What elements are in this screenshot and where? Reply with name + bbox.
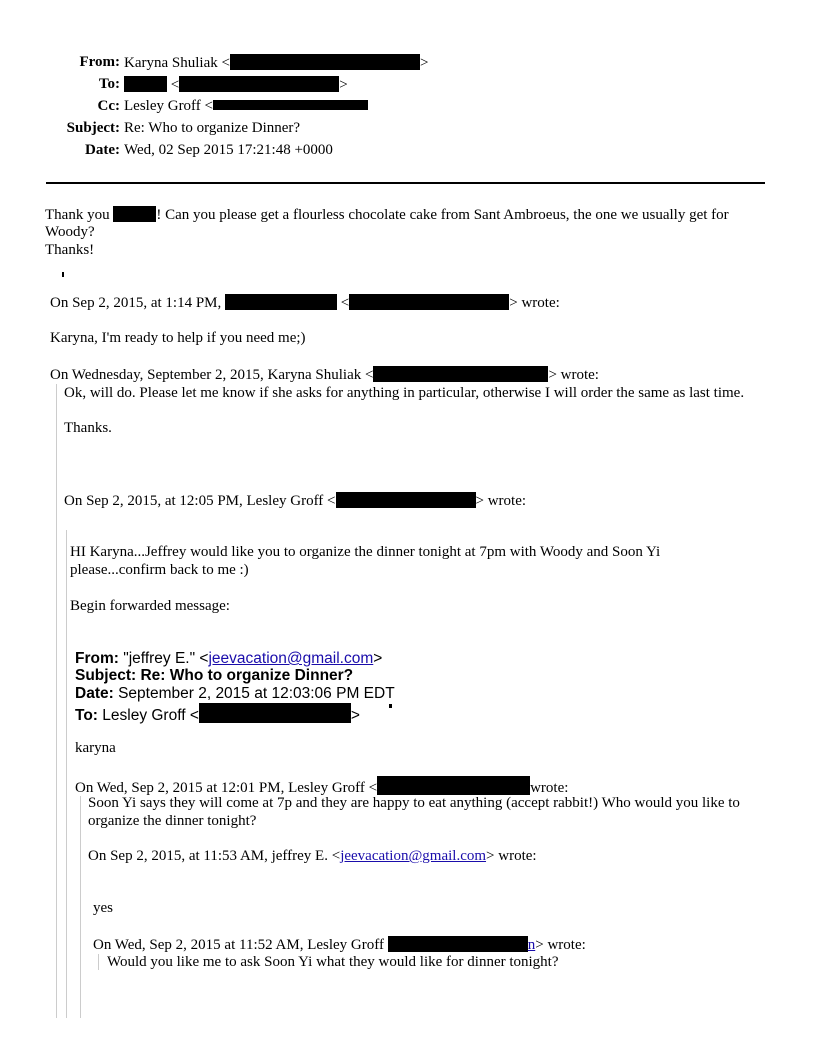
- artifact-mark: [389, 704, 392, 708]
- redaction: [230, 54, 420, 70]
- quote3-intro: On Sep 2, 2015, at 12:05 PM, Lesley Groff < > wrote:: [64, 493, 527, 509]
- quote2-text: Ok, will do. Please let me know if she asks for anything in particular, otherwise I will order the same as last time.: [64, 385, 745, 401]
- quote-bar: [98, 954, 99, 970]
- quote3-text: HI Karyna...Jeffrey would like you to organize the dinner tonight at 7pm with Woody and Soon Yi please...confirm back to me :): [70, 544, 661, 578]
- redaction: [225, 294, 337, 310]
- quote-bar: [56, 384, 57, 1018]
- cc-value: Lesley Groff <: [124, 98, 368, 115]
- header-divider: [46, 182, 765, 184]
- fwd-date-row: Date: September 2, 2015 at 12:03:06 PM EDT: [75, 685, 395, 702]
- quote4-intro: On Wed, Sep 2, 2015 at 12:01 PM, Lesley Groff < wrote:: [75, 776, 568, 797]
- quote2-thanks: Thanks.: [64, 420, 112, 436]
- quote5-text: yes: [93, 900, 113, 916]
- subject-value: Re: Who to organize Dinner?: [124, 120, 301, 136]
- q5-email-link[interactable]: jeevacation@gmail.com: [340, 848, 487, 864]
- artifact-mark: [62, 272, 64, 277]
- q6-link-tail[interactable]: n: [527, 937, 536, 953]
- karyna-text: karyna: [75, 740, 116, 756]
- redaction: [388, 936, 528, 952]
- thanks-text: Thanks!: [45, 242, 95, 258]
- forward-label: Begin forwarded message:: [70, 598, 230, 614]
- fwd-from-row: From: "jeffrey E." <jeevacation@gmail.com>: [75, 650, 383, 667]
- quote2-intro: On Wednesday, September 2, 2015, Karyna Shuliak < > wrote:: [50, 367, 599, 383]
- quote-bar: [66, 530, 67, 1018]
- quote4-text: Soon Yi says they will come at 7p and they are happy to eat anything (accept rabbit!) Who would you like to organize the dinner tonight?: [88, 795, 740, 829]
- subject-row: [0, 120, 816, 140]
- from-row: [0, 54, 816, 74]
- redaction: [113, 206, 156, 222]
- quote5-intro: On Sep 2, 2015, at 11:53 AM, jeffrey E. <jeevacation@gmail.com> wrote:: [88, 848, 537, 864]
- date-row: [0, 142, 816, 162]
- fwd-to-row: To: Lesley Groff < >: [75, 703, 360, 725]
- quote6-text: Would you like me to ask Soon Yi what they would like for dinner tonight?: [107, 954, 559, 970]
- cc-label: Cc:: [97, 98, 120, 114]
- to-row: [0, 76, 816, 96]
- fwd-subject-row: Subject: Re: Who to organize Dinner?: [75, 667, 354, 684]
- from-value: Karyna Shuliak < >: [124, 55, 429, 71]
- redaction: [349, 294, 509, 310]
- quote6-intro: On Wed, Sep 2, 2015 at 11:52 AM, Lesley Groff n> wrote:: [93, 937, 586, 953]
- to-label: To:: [98, 76, 120, 92]
- redaction: [213, 100, 368, 110]
- cc-row: [0, 98, 816, 118]
- message-body: Thank you ! Can you please get a flourless chocolate cake from Sant Ambroeus, the one we usually get for Woody?: [45, 207, 729, 240]
- date-label: Date:: [85, 142, 120, 158]
- redaction: [199, 703, 351, 723]
- quote-bar: [80, 796, 81, 1018]
- subject-label: Subject:: [66, 120, 120, 136]
- date-value: Wed, 02 Sep 2015 17:21:48 +0000: [124, 142, 333, 158]
- redaction: [373, 366, 548, 382]
- redaction: [179, 76, 339, 92]
- redaction: [336, 492, 476, 508]
- from-label: From:: [79, 54, 120, 70]
- quote1-text: Karyna, I'm ready to help if you need me;): [50, 330, 306, 346]
- quote1-intro: On Sep 2, 2015, at 1:14 PM, < > wrote:: [50, 295, 560, 311]
- to-value: < >: [124, 76, 348, 94]
- redaction: [124, 76, 167, 92]
- fwd-from-email-link[interactable]: jeevacation@gmail.com: [208, 650, 374, 667]
- redaction: [377, 776, 530, 795]
